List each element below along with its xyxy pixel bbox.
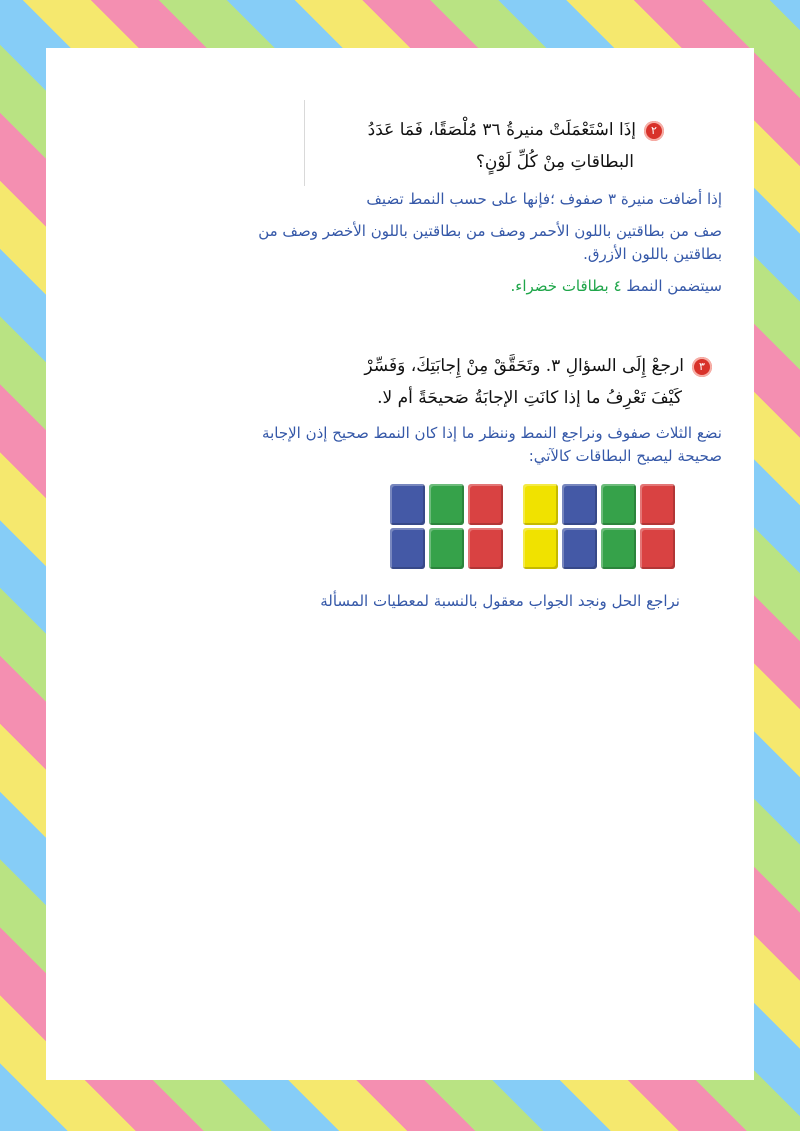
blue-card xyxy=(562,528,597,569)
card-pattern-tiles xyxy=(388,482,678,574)
green-card xyxy=(429,484,464,525)
red-card xyxy=(468,484,503,525)
blue-card xyxy=(562,484,597,525)
answer-3 xyxy=(62,422,722,468)
answer-2-line-4: سيتضمن النمط ٤ بطاقات خضراء. xyxy=(510,277,722,295)
green-card xyxy=(601,484,636,525)
green-card xyxy=(429,528,464,569)
red-card xyxy=(640,528,675,569)
worksheet-page xyxy=(46,48,754,1080)
question-2-line-1: ٢إذَا اسْتَعْمَلَتْ منيرةُ ٣٦ مُلْصَقًا، فَمَا عَدَدُ xyxy=(284,114,664,146)
blue-card xyxy=(390,484,425,525)
answer-2-line-1: إذا أضافت منيرة ٣ صفوف ؛فإنها على حسب النمط تضيف xyxy=(366,190,722,208)
green-card xyxy=(601,528,636,569)
question-number-badge: ٣ xyxy=(692,357,712,377)
answer-3-line-2: صحيحة ليصبح البطاقات كالآتي: xyxy=(528,447,722,465)
blue-card xyxy=(390,528,425,569)
yellow-card xyxy=(523,528,558,569)
question-number-badge: ٢ xyxy=(644,121,664,141)
red-card xyxy=(468,528,503,569)
answer-2-line-3: بطاقتين باللون الأزرق. xyxy=(583,245,722,263)
answer-3-conclusion: نراجع الحل ونجد الجواب معقول بالنسبة لمعطيات المسألة xyxy=(320,592,680,610)
green-cards-count: ٤ بطاقات خضراء. xyxy=(510,277,622,295)
answer-2 xyxy=(62,188,722,298)
yellow-card xyxy=(523,484,558,525)
answer-2-line-2: صف من بطاقتين باللون الأحمر وصف من بطاقتين باللون الأخضر وصف من xyxy=(258,222,722,240)
question-3-line-1: ٣ارجعْ إِلَى السؤالِ ٣. وتَحَقَّقْ مِنْ إِجابَتِكَ، وَفَسِّرْ xyxy=(272,350,712,382)
question-3 xyxy=(272,350,712,414)
question-3-line-2: كَيْفَ تَعْرِفُ ما إذا كانَتِ الإجابَةُ صَحيحَةً أم لا. xyxy=(377,388,682,408)
question-2 xyxy=(284,114,664,178)
question-2-line-2: البطاقاتِ مِنْ كُلِّ لَوْنٍ؟ xyxy=(475,152,634,172)
red-card xyxy=(640,484,675,525)
answer-3-line-1: نضع الثلاث صفوف ونراجع النمط وننظر ما إذا كان النمط صحيح إذن الإجابة xyxy=(262,424,722,442)
